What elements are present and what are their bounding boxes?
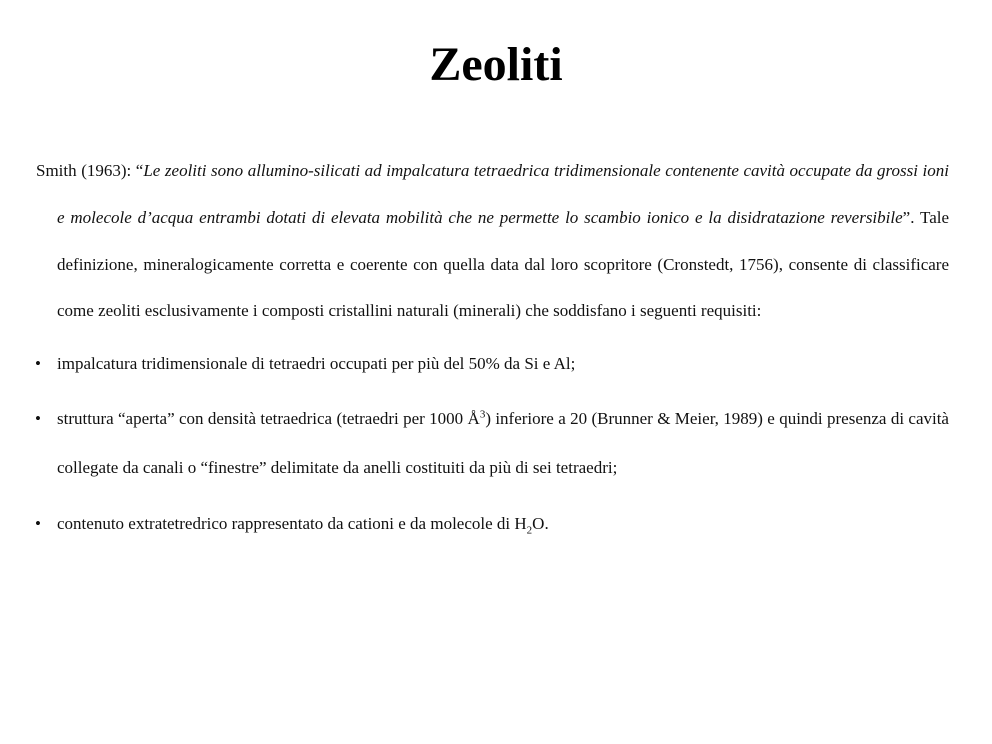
requirement-item — [36, 339, 949, 388]
requirements-list — [36, 339, 949, 548]
requirement-text-cont: ) inferiore a 20 (Brunner & Meier, 1989) e quindi presenza di cavità collegate da canali o “finestre” delimitate da anelli costituiti da più di sei tetraedri; — [57, 409, 949, 478]
bullet-icon: • — [35, 354, 41, 374]
requirement-item — [36, 499, 949, 548]
intro-definition: Le zeoliti sono allumino-silicati ad impalcatura tetraedrica tridimensionale contenente cavità occupate da grossi ioni e molecole d’acqua entrambi dotati di elevata mobilità che ne permette lo scambio ionico e la disidratazione reversibile — [57, 161, 949, 227]
bullet-icon: • — [35, 514, 41, 534]
subscript-index: 2 — [526, 524, 533, 537]
intro-citation: Smith (1963): “ — [36, 161, 144, 180]
requirement-text: struttura “aperta” con densità tetraedrica (tetraedri per 1000 Å — [57, 409, 480, 429]
requirement-text: contenuto extratetredrico rappresentato da cationi e da molecole di H — [57, 514, 527, 534]
slide-title: Zeoliti — [429, 38, 563, 91]
superscript-exponent: 3 — [479, 408, 486, 421]
intro-continuation: ”. Tale definizione, mineralogicamente corretta e coerente con quella data dal loro scopritore (Cronstedt, 1756), consente di classificare come zeoliti esclusivamente i composti cristallini naturali (minerali) che soddisfano i seguenti requisiti: — [57, 207, 950, 321]
requirement-text-cont: O. — [532, 514, 549, 534]
intro-paragraph — [36, 148, 949, 335]
requirement-item — [36, 394, 949, 492]
slide-body — [36, 148, 949, 548]
bullet-icon: • — [35, 409, 41, 429]
requirement-text: impalcatura tridimensionale di tetraedri occupati per più del 50% da Si e Al; — [57, 354, 576, 374]
